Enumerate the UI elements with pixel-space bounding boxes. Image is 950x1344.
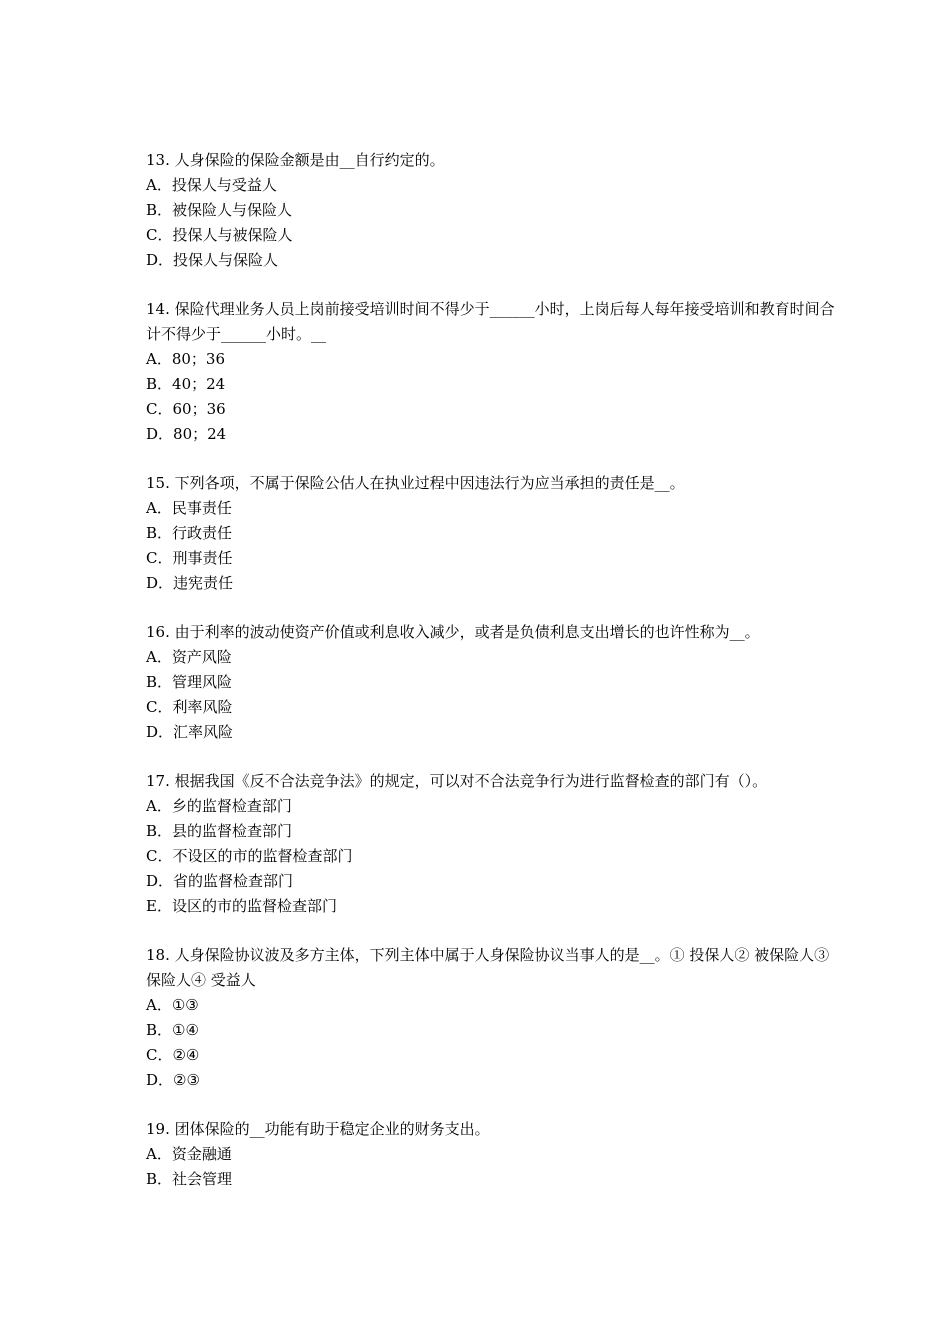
option-d (146, 422, 836, 447)
option-text: 资产风险 (171, 648, 232, 666)
option-c (146, 1043, 836, 1068)
option-letter: A． (146, 1145, 172, 1163)
option-text: 80；24 (173, 425, 227, 443)
option-letter: B． (146, 673, 173, 691)
option-b (146, 1018, 836, 1043)
option-letter: B． (146, 524, 173, 542)
option-c (146, 223, 836, 248)
option-letter: B． (146, 1021, 173, 1039)
question-15 (146, 471, 836, 596)
option-letter: D． (146, 1071, 174, 1089)
option-letter: D． (146, 872, 174, 890)
option-a (146, 173, 836, 198)
option-d (146, 571, 836, 596)
option-text: 资金融通 (171, 1145, 232, 1163)
option-c (146, 397, 836, 422)
option-list (146, 993, 836, 1093)
option-text: ①③ (171, 996, 199, 1014)
question-16 (146, 620, 836, 745)
option-b (146, 372, 836, 397)
option-letter: A． (146, 797, 172, 815)
option-text: 设区的市的监督检查部门 (171, 897, 337, 915)
option-letter: D． (146, 425, 174, 443)
option-letter: B． (146, 822, 173, 840)
option-text: 不设区的市的监督检查部门 (172, 847, 353, 865)
option-text: ②③ (173, 1071, 200, 1089)
question-14 (146, 297, 836, 447)
option-text: 投保人与受益人 (171, 176, 277, 194)
option-d (146, 869, 836, 894)
option-letter: C． (146, 549, 173, 567)
option-a (146, 794, 836, 819)
option-d (146, 720, 836, 745)
option-text: 汇率风险 (173, 723, 234, 741)
option-text: 省的监督检查部门 (173, 872, 294, 890)
option-d (146, 1068, 836, 1093)
question-stem: 15. 下列各项，不属于保险公估人在执业过程中因违法行为应当承担的责任是__。 (146, 474, 685, 492)
option-text: 投保人与被保险人 (172, 226, 293, 244)
option-letter: B． (146, 201, 173, 219)
option-text: 60；36 (172, 400, 226, 418)
option-text: 利率风险 (172, 698, 233, 716)
option-letter: C． (146, 226, 173, 244)
question-19 (146, 1117, 836, 1192)
option-text: 违宪责任 (173, 574, 234, 592)
question-stem: 16. 由于利率的波动使资产价值或利息收入减少，或者是负债利息支出增长的也许性称为__。 (146, 623, 760, 641)
option-c (146, 546, 836, 571)
option-list (146, 496, 836, 596)
option-text: 管理风险 (172, 673, 233, 691)
option-a (146, 993, 836, 1018)
option-c (146, 695, 836, 720)
option-letter: C． (146, 400, 173, 418)
option-list (146, 794, 836, 919)
option-b (146, 670, 836, 695)
option-letter: D． (146, 574, 174, 592)
option-text: ②④ (172, 1046, 200, 1064)
option-e (146, 894, 836, 919)
option-text: 社会管理 (172, 1170, 233, 1188)
option-text: ①④ (172, 1021, 199, 1039)
question-stem: 17. 根据我国《反不合法竞争法》的规定，可以对不合法竞争行为进行监督检查的部门有（）。 (146, 772, 768, 790)
option-letter: A． (146, 996, 172, 1014)
question-stem: 18. 人身保险协议波及多方主体，下列主体中属于人身保险协议当事人的是__。① 投保人② 被保险人③ 保险人④ 受益人 (146, 946, 834, 989)
option-b (146, 819, 836, 844)
option-text: 县的监督检查部门 (172, 822, 293, 840)
option-text: 被保险人与保险人 (172, 201, 293, 219)
option-letter: D． (146, 723, 174, 741)
option-text: 刑事责任 (172, 549, 233, 567)
option-a (146, 496, 836, 521)
option-list (146, 173, 836, 273)
option-letter: A． (146, 350, 172, 368)
option-text: 80；36 (171, 350, 226, 368)
option-list (146, 645, 836, 745)
option-text: 乡的监督检查部门 (171, 797, 292, 815)
option-letter: E． (146, 897, 172, 915)
question-stem: 13. 人身保险的保险金额是由__自行约定的。 (146, 151, 445, 169)
option-c (146, 844, 836, 869)
option-letter: C． (146, 698, 173, 716)
option-b (146, 1167, 836, 1192)
option-d (146, 248, 836, 273)
option-text: 40；24 (172, 375, 226, 393)
option-text: 民事责任 (171, 499, 232, 517)
option-letter: C． (146, 847, 173, 865)
option-letter: D． (146, 251, 174, 269)
option-letter: B． (146, 1170, 173, 1188)
question-18 (146, 943, 836, 1093)
question-17 (146, 769, 836, 919)
question-13 (146, 148, 836, 273)
option-b (146, 521, 836, 546)
option-letter: A． (146, 176, 172, 194)
option-text: 投保人与保险人 (173, 251, 279, 269)
option-letter: A． (146, 499, 172, 517)
option-text: 行政责任 (172, 524, 233, 542)
question-stem: 19. 团体保险的__功能有助于稳定企业的财务支出。 (146, 1120, 490, 1138)
option-list (146, 347, 836, 447)
option-b (146, 198, 836, 223)
option-a (146, 645, 836, 670)
option-a (146, 1142, 836, 1167)
option-letter: B． (146, 375, 173, 393)
option-list (146, 1142, 836, 1192)
option-letter: A． (146, 648, 172, 666)
option-a (146, 347, 836, 372)
document-page (146, 148, 836, 1216)
option-letter: C． (146, 1046, 173, 1064)
question-stem: 14. 保险代理业务人员上岗前接受培训时间不得少于______小时，上岗后每人每年接受培训和教育时间合计不得少于______小时。__ (146, 300, 835, 343)
